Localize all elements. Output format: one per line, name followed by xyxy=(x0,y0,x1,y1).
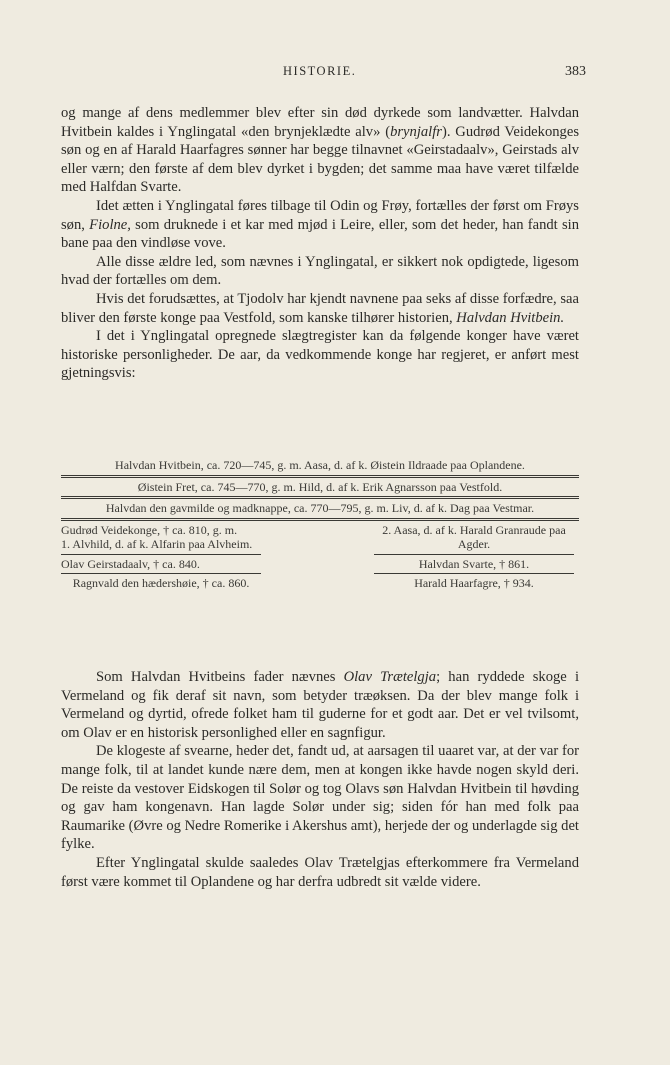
tree-node: Harald Haarfagre, † 934. xyxy=(414,576,534,590)
tree-divider xyxy=(61,554,261,555)
paragraph: I det i Ynglingatal opregnede slægtregister kan da følgende konger have været historiske personligheder. De aar, da vedkommende konge har regjeret, er anført mest gjetningsvis: xyxy=(61,328,579,382)
running-title: HISTORIE. xyxy=(283,64,357,78)
tree-row xyxy=(61,552,579,591)
tree-row xyxy=(61,523,579,552)
paragraph: og mange af dens medlemmer blev efter sin død dyrkede som landvætter. Halvdan Hvitbein kaldes i Ynglingatal «den brynjeklædte alv» (brynjalfr). Gudrød Veidekonges søn og en af Harald Haarfagres sønner har begge tilnavnet «Geirstadaalv», Geirstads alv eller værn; den første af dem blev dyrket i bygden; det samme maa have været tilfælde med Halfdan Svarte. xyxy=(61,105,579,196)
tree-node: 1. Alvhild, d. af k. Alfarin paa Alvheim. xyxy=(61,537,253,551)
tree-divider xyxy=(61,496,579,499)
tree-right xyxy=(369,552,579,591)
tree-left xyxy=(61,552,301,591)
tree-node: Øistein Fret, ca. 745—770, g. m. Hild, d. af k. Erik Agnarsson paa Vestfold. xyxy=(137,479,503,494)
page-header xyxy=(0,64,670,82)
page-number: 383 xyxy=(565,64,586,79)
tree-divider xyxy=(374,573,574,574)
body-text-bottom xyxy=(61,668,579,891)
paragraph: Som Halvdan Hvitbeins fader nævnes Olav Trætelgja; han ryddede skoge i Vermeland og fik deraf sit navn, som betyder træøksen. Da der blev mange folk i Vermeland og dyrtid, ofrede folket ham til guderne for et godt aar. Det er vel tvilsomt, om Olav er en historisk personlighed eller en sagnfigur. xyxy=(61,669,579,741)
tree-node: 2. Aasa, d. af k. Harald Granraude paa Agder. xyxy=(382,522,566,551)
body-text-top xyxy=(61,104,579,383)
tree-divider xyxy=(61,475,579,478)
paragraph: Idet ætten i Ynglingatal føres tilbage til Odin og Frøy, fortælles der først om Frøys søn, Fiolne, som druknede i et kar med mjød i Leire, eller, som det heder, han fandt sin bane paa den vindløse vove. xyxy=(61,197,579,252)
tree-node: Olav Geirstadaalv, † ca. 840. xyxy=(61,556,200,571)
tree-node: Halvdan Hvitbein, ca. 720—745, g. m. Aasa, d. af k. Øistein Ildraade paa Oplandene. xyxy=(115,458,525,472)
tree-node: Gudrød Veidekonge, † ca. 810, g. m. xyxy=(61,522,238,537)
paragraph: Efter Ynglingatal skulde saaledes Olav Trætelgjas efterkommere fra Vermeland først være kommet til Oplandene og har derfra udbredt sit vælde videre. xyxy=(61,854,579,890)
tree-node: Halvdan den gavmilde og madknappe, ca. 770—795, g. m. Liv, d. af k. Dag paa Vestmar. xyxy=(105,501,535,515)
genealogy-tree xyxy=(61,458,579,591)
tree-right xyxy=(369,523,579,552)
tree-divider xyxy=(61,573,261,574)
tree-divider xyxy=(61,518,579,521)
paragraph: De klogeste af svearne, heder det, fandt ud, at aarsagen til uaaret var, at der var for mange folk, til at landet kunde nære dem, men at kongen ikke havde nogen skyld deri. De reiste da vestover Eidskogen til Solør og tog Olavs søn Halvdan Hvitbein til høvding og gav ham kongenavn. Han lagde Solør under sig; siden fór han med folk paa Raumarike (Øvre og Nedre Romerike i Akershus amt), herjede der og underlagde sig det fylke. xyxy=(61,743,579,853)
paragraph: Alle disse ældre led, som nævnes i Ynglingatal, er sikkert nok opdigtede, ligesom hvad der fortælles om dem. xyxy=(61,253,579,289)
tree-divider xyxy=(374,554,574,555)
tree-left xyxy=(61,523,301,552)
tree-node: Ragnvald den hædershøie, † ca. 860. xyxy=(72,576,250,590)
paragraph: Hvis det forudsættes, at Tjodolv har kjendt navnene paa seks af disse forfædre, saa bliver den første konge paa Vestfold, som kanske tilhører historien, Halvdan Hvitbein. xyxy=(61,290,579,326)
tree-node: Halvdan Svarte, † 861. xyxy=(418,556,530,571)
